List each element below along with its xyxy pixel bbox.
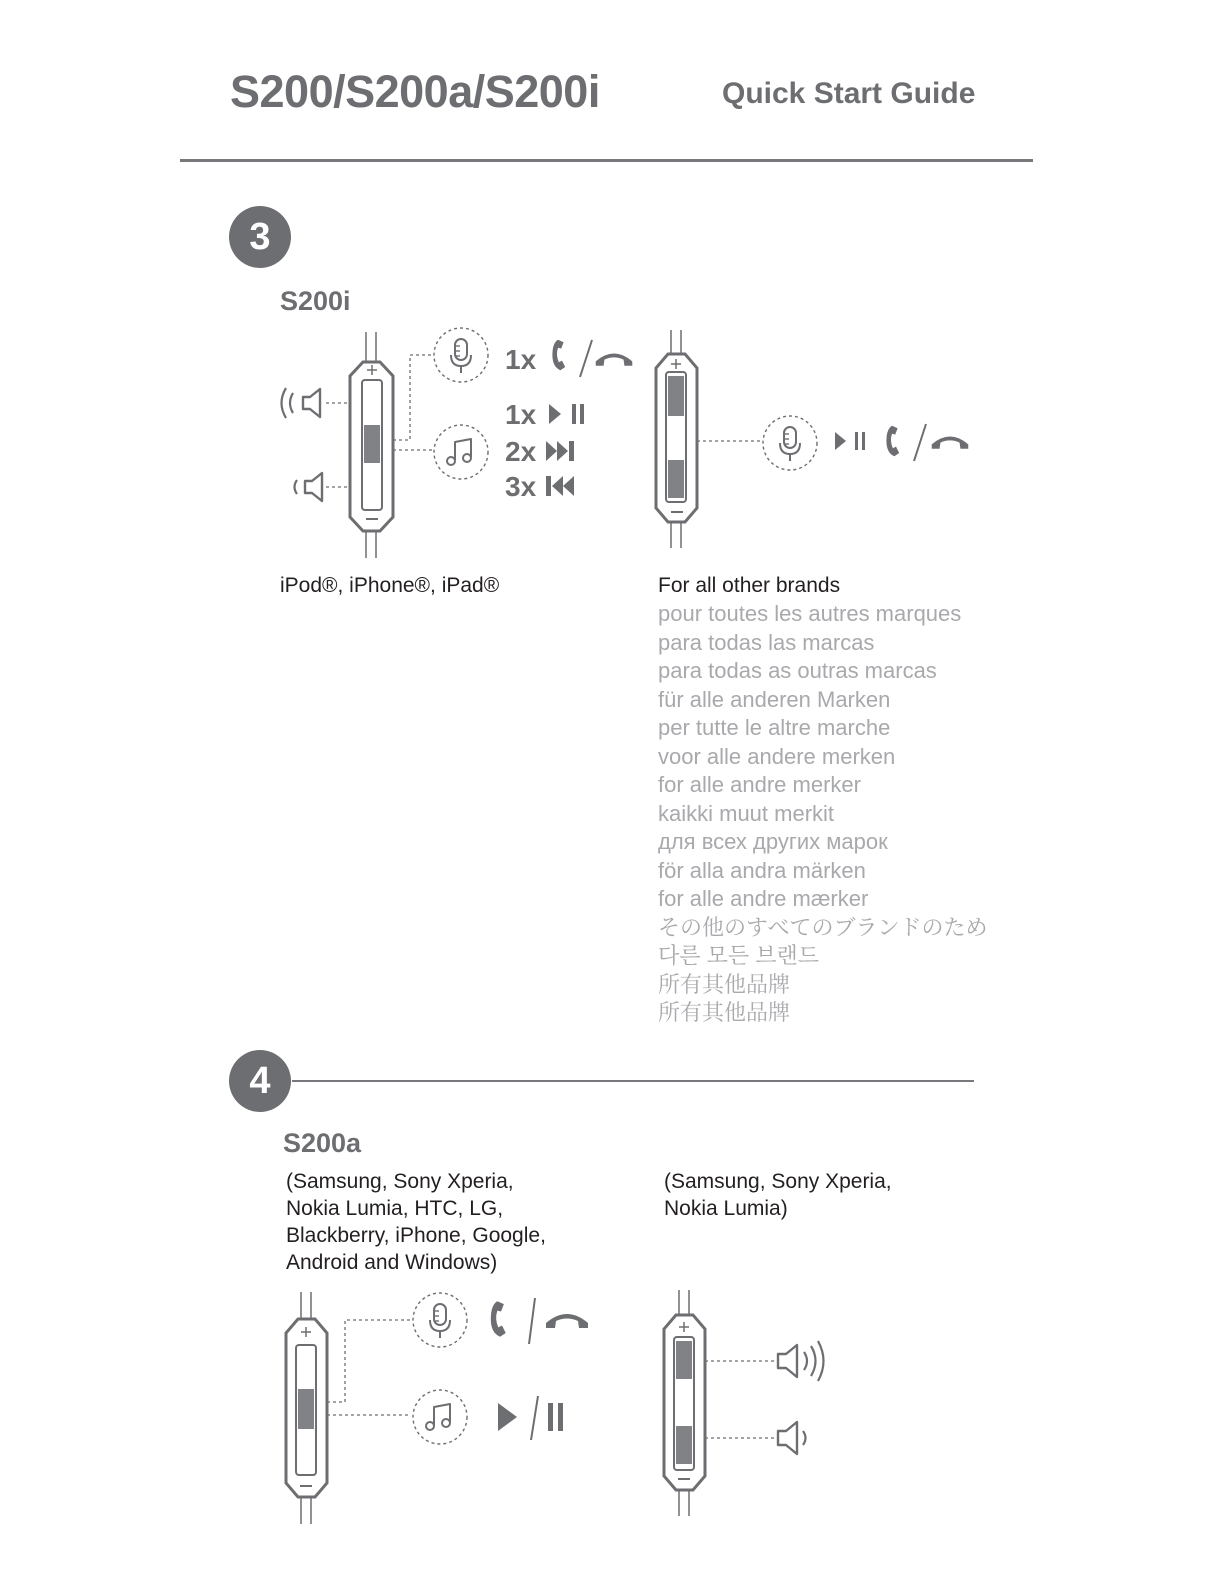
phone-handset-icon bbox=[491, 1301, 506, 1336]
count-label: 1x bbox=[505, 344, 537, 375]
next-track-icon bbox=[546, 441, 574, 461]
previous-track-icon bbox=[546, 476, 574, 496]
translation-item: für alle anderen Marken bbox=[658, 686, 891, 712]
hang-up-icon bbox=[546, 1314, 588, 1328]
translation-item: for alle andre merker bbox=[658, 772, 861, 797]
slash-divider bbox=[580, 340, 592, 377]
apple-devices-label: iPod®, iPhone®, iPad® bbox=[280, 574, 500, 597]
play-pause-icon bbox=[498, 1396, 563, 1440]
translation-item: voor alle andere merken bbox=[658, 743, 896, 769]
translation-item: para todas as outras marcas bbox=[658, 658, 937, 683]
device-line: Blackberry, iPhone, Google, bbox=[286, 1224, 546, 1247]
translation-item: 다른 모든 브랜드 bbox=[658, 943, 819, 968]
speaker-loud-icon bbox=[778, 1341, 824, 1381]
s200a-right-remote bbox=[664, 1290, 774, 1516]
device-line: (Samsung, Sony Xperia, bbox=[664, 1170, 892, 1193]
speaker-soft-icon bbox=[295, 473, 323, 501]
translation-item: 所有其他品牌 bbox=[658, 971, 791, 997]
microphone-icon bbox=[434, 328, 488, 382]
translation-item: para todas las marcas bbox=[658, 629, 875, 655]
translation-item: 所有其他品牌 bbox=[658, 1000, 791, 1025]
s200i-other-brands-remote bbox=[656, 330, 762, 548]
phone-handset-icon bbox=[552, 340, 565, 370]
translation-item: per tutte le altre marche bbox=[658, 715, 891, 740]
translation-item: for alle andre mærker bbox=[658, 886, 869, 911]
device-line: Android and Windows) bbox=[286, 1251, 498, 1274]
count-label: 3x bbox=[505, 471, 537, 502]
translation-item: kaikki muut merkit bbox=[658, 800, 835, 826]
device-line: (Samsung, Sony Xperia, bbox=[286, 1170, 514, 1193]
translation-item: その他のすべてのブランドのため bbox=[658, 914, 988, 940]
step-4-model: S200a bbox=[283, 1128, 362, 1158]
translation-item: для всех других марок bbox=[658, 829, 888, 854]
slash-divider bbox=[914, 424, 926, 461]
device-line: Nokia Lumia, HTC, LG, bbox=[286, 1197, 504, 1220]
s200i-apple-remote bbox=[326, 332, 432, 558]
hang-up-icon bbox=[596, 354, 633, 366]
translation-item: för alla andra märken bbox=[658, 857, 866, 883]
phone-handset-icon bbox=[886, 426, 899, 456]
count-label: 2x bbox=[505, 436, 537, 467]
step-3-badge: 3 bbox=[229, 206, 291, 268]
microphone-icon bbox=[413, 1293, 467, 1347]
slash-divider bbox=[529, 1298, 535, 1344]
music-note-icon bbox=[413, 1390, 467, 1444]
guide-title: Quick Start Guide bbox=[722, 77, 976, 110]
other-brands-title: For all other brands bbox=[658, 574, 841, 597]
play-pause-icon bbox=[549, 404, 584, 424]
hang-up-icon bbox=[932, 437, 969, 449]
microphone-icon bbox=[763, 416, 817, 470]
music-note-icon bbox=[434, 425, 488, 479]
s200a-left-remote bbox=[286, 1292, 410, 1524]
device-line: Nokia Lumia) bbox=[664, 1197, 788, 1220]
play-pause-icon bbox=[835, 432, 865, 450]
speaker-loud-icon bbox=[282, 388, 321, 418]
translation-item: pour toutes les autres marques bbox=[658, 601, 962, 626]
speaker-soft-icon bbox=[778, 1422, 806, 1454]
step-4-badge: 4 bbox=[229, 1050, 291, 1112]
count-label: 1x bbox=[505, 399, 537, 430]
product-model-title: S200/S200a/S200i bbox=[230, 66, 600, 117]
step-3-model: S200i bbox=[280, 286, 351, 316]
